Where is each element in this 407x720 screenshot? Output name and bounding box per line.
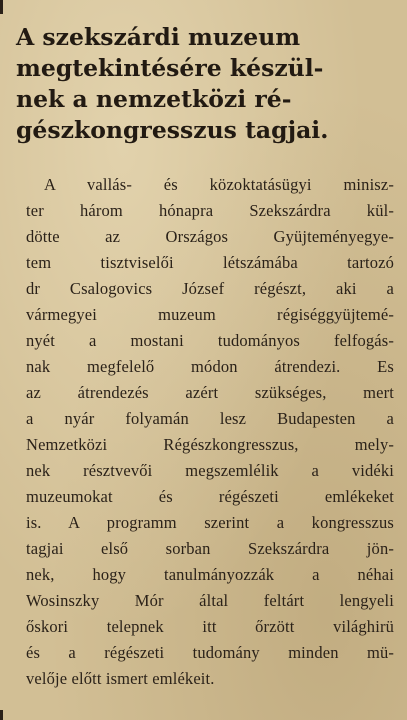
headline-line: gészkongresszus tagjai. — [16, 116, 329, 144]
body-line: A vallás- és közoktatásügyi minisz- — [44, 175, 394, 194]
column-rule-bottom — [0, 710, 3, 720]
body-line: az átrendezés azért szükséges, mert — [26, 383, 394, 402]
body-line: a nyár folyamán lesz Budapesten a — [26, 409, 394, 428]
body-line: dötte az Országos Gyüjteményegye- — [26, 227, 394, 246]
body-line: vármegyei muzeum régiséggyüjtemé- — [26, 305, 394, 324]
body-line: nak megfelelő módon átrendezi. Es — [26, 357, 394, 376]
headline-line: nek a nemzetközi ré- — [16, 85, 292, 113]
body-line: nyét a mostani tudományos felfogás- — [26, 331, 394, 350]
article-body — [26, 172, 394, 692]
body-line: nek résztvevői megszemlélik a vidéki — [26, 461, 394, 480]
body-line: dr Csalogovics József régészt, aki a — [26, 279, 394, 298]
body-line: Wosinszky Mór által feltárt lengyeli — [26, 591, 394, 610]
body-line: tagjai első sorban Szekszárdra jön- — [26, 539, 394, 558]
body-line: velője előtt ismert emlékeit. — [26, 669, 215, 688]
headline-line: megtekintésére készül- — [16, 54, 324, 82]
body-line: muzeumokat és régészeti emlékeket — [26, 487, 394, 506]
body-line: is. A programm szerint a kongresszus — [26, 513, 394, 532]
body-line: nek, hogy tanulmányozzák a néhai — [26, 565, 394, 584]
body-line: Nemzetközi Régészkongresszus, mely- — [26, 435, 394, 454]
body-line: őskori telepnek itt őrzött világhirü — [26, 617, 394, 636]
body-line: és a régészeti tudomány minden mü- — [26, 643, 394, 662]
article-headline — [16, 22, 398, 146]
body-line: tem tisztviselői létszámába tartozó — [26, 253, 394, 272]
column-rule-top — [0, 0, 3, 14]
headline-line: A szekszárdi muzeum — [16, 23, 301, 51]
body-line: ter három hónapra Szekszárdra kül- — [26, 201, 394, 220]
